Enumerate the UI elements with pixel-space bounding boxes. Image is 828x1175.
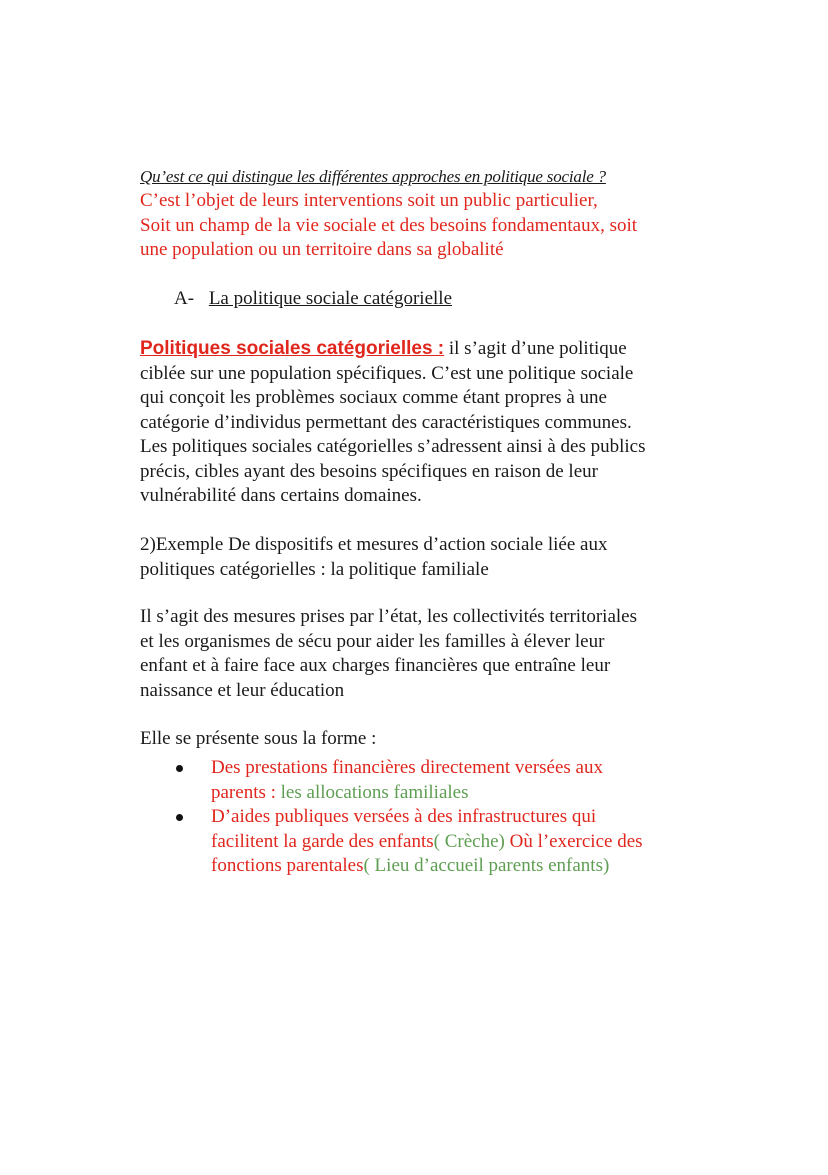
definition-line: qui conçoit les problèmes sociaux comme étant propres à une	[140, 387, 607, 408]
bullet-text-red: facilitent la garde des enfants	[211, 830, 434, 852]
intro-line: Soit un champ de la vie sociale et des besoins fondamentaux, soit	[140, 214, 638, 236]
definition-line: catégorie d’individus permettant des caractéristiques communes.	[140, 411, 632, 433]
measures-line: et les organismes de sécu pour aider les familles à élever leur	[140, 630, 605, 652]
bullet-text-green: ( Lieu d’accueil parents enfants)	[363, 855, 610, 876]
bullet-dot-icon	[176, 814, 183, 821]
definition-line: Les politiques sociales catégorielles s’adressent ainsi à des publics	[140, 436, 646, 457]
example-line: 2)Exemple De dispositifs et mesures d’action sociale liée aux	[140, 534, 608, 555]
forms-list	[170, 756, 710, 879]
bullet-line	[211, 781, 710, 806]
intro-line: C’est l’objet de leurs interventions soit un public particulier,	[140, 190, 598, 211]
bullet-text-red: fonctions parentales	[211, 855, 364, 876]
definition-line: vulnérabilité dans certains domaines.	[140, 485, 422, 506]
measures-line: enfant et à faire face aux charges financières que entraîne leur	[140, 655, 611, 676]
bullet-text-green: ( Crèche)	[433, 830, 505, 852]
bullet-text-red: parents :	[211, 781, 281, 803]
definition-first-line-rest: il s’agit d’une politique	[444, 338, 627, 359]
bullet-line	[211, 854, 710, 879]
intro-line: une population ou un territoire dans sa globalité	[140, 239, 504, 260]
bullet-line	[211, 830, 710, 855]
measures-line: naissance et leur éducation	[140, 679, 345, 701]
measures-paragraph	[140, 605, 700, 703]
bullet-text-red: Où l’exercice des	[504, 830, 643, 852]
section-letter: A-	[174, 288, 195, 309]
bullet-dot-icon	[176, 765, 183, 772]
forms-intro: Elle se présente sous la forme :	[140, 728, 377, 749]
section-heading	[174, 287, 452, 311]
bullet-text-green: les allocations familiales	[280, 781, 469, 803]
list-item	[170, 805, 710, 879]
definition-term: Politiques sociales catégorielles :	[140, 338, 445, 359]
bullet-line: Des prestations financières directement versées aux	[211, 757, 603, 778]
measures-line: Il s’agit des mesures prises par l’état, les collectivités territoriales	[140, 606, 637, 627]
list-item	[170, 756, 710, 805]
bullet-line: D’aides publiques versées à des infrastructures qui	[211, 806, 597, 827]
intro-paragraph	[140, 189, 700, 263]
definition-first-line	[140, 337, 700, 362]
question-heading: Qu’est ce qui distingue les différentes approches en politique sociale ?	[140, 167, 606, 186]
definition-line: précis, cibles ayant des besoins spécifiques en raison de leur	[140, 460, 598, 482]
example-paragraph	[140, 533, 700, 582]
definition-paragraph	[140, 337, 700, 509]
example-line: politiques catégorielles : la politique familiale	[140, 558, 489, 580]
section-title: La politique sociale catégorielle	[208, 288, 453, 309]
definition-line: ciblée sur une population spécifiques. C’est une politique sociale	[140, 362, 634, 384]
